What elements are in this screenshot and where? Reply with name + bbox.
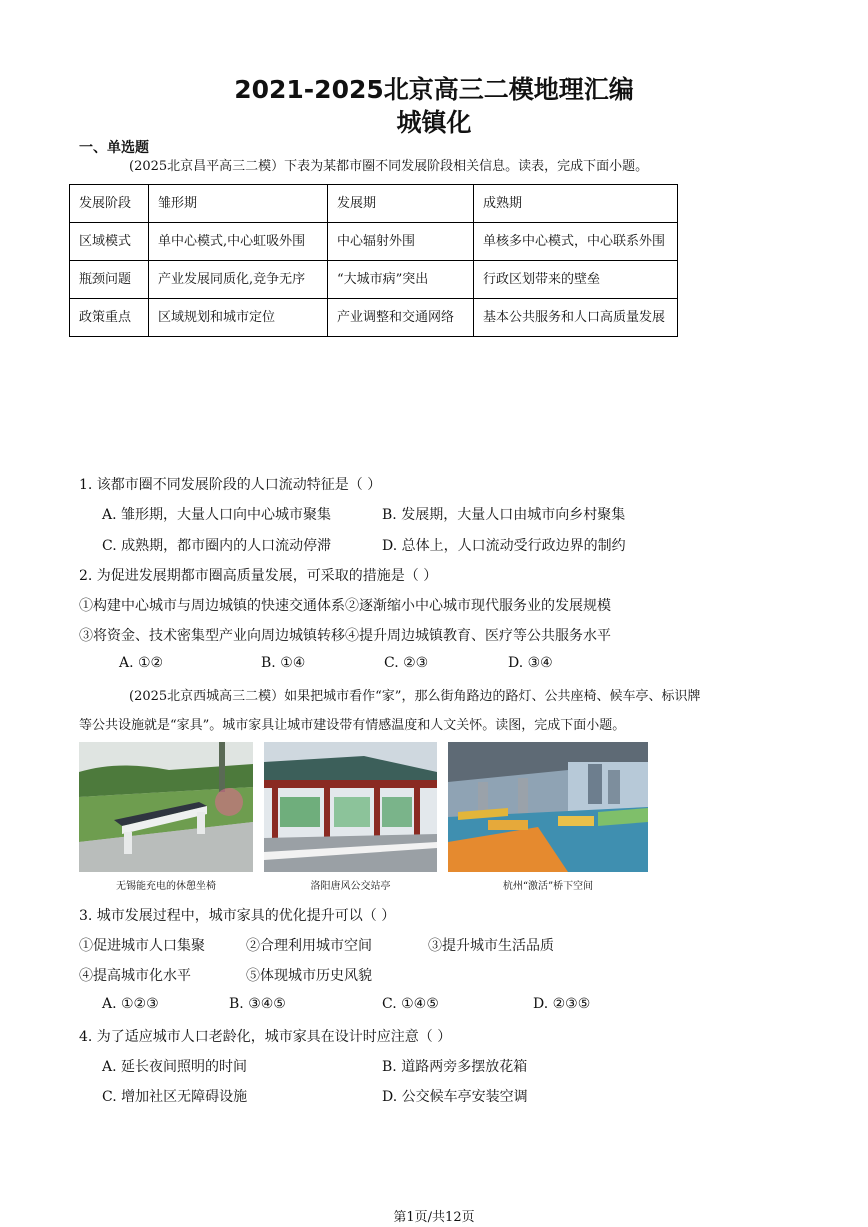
table-cell: 成熟期: [474, 185, 678, 223]
table-row: [70, 223, 678, 261]
question-3-stem: 3. 城市发展过程中，城市家具的优化提升可以（ ）: [79, 908, 396, 924]
q1-option-b: B. 发展期，大量人口由城市向乡村聚集: [382, 507, 626, 523]
table-cell: 发展期: [328, 185, 474, 223]
q2-option-c: C. ②③: [384, 655, 429, 671]
document-title: 2021-2025北京高三二模地理汇编: [234, 75, 634, 104]
q2-statements-2: ③将资金、技术密集型产业向周边城镇转移④提升周边城镇教育、医疗等公共服务水平: [79, 628, 611, 644]
table-cell: 发展阶段: [70, 185, 149, 223]
q2-option-b: B. ①④: [261, 655, 306, 671]
q4-option-b: B. 道路两旁多摆放花箱: [382, 1059, 528, 1075]
page-number: 第1页/共12页: [393, 1210, 475, 1225]
table-cell: 中心辐射外围: [328, 223, 474, 261]
table-cell: 雏形期: [149, 185, 328, 223]
q3-statement-3: ③提升城市生活品质: [428, 938, 554, 954]
q1-option-d: D. 总体上，人口流动受行政边界的制约: [382, 538, 626, 554]
table-row: [70, 261, 678, 299]
q4-option-d: D. 公交候车亭安装空调: [382, 1089, 528, 1105]
photo-caption-3: 杭州“激活”桥下空间: [502, 881, 594, 892]
table-cell: 瓶颈问题: [70, 261, 149, 299]
q1-option-a: A. 雏形期，大量人口向中心城市聚集: [102, 507, 332, 523]
table-cell: 区域规划和城市定位: [149, 299, 328, 337]
q3-statement-5: ⑤体现城市历史风貌: [246, 968, 372, 984]
table-cell: 基本公共服务和人口高质量发展: [474, 299, 678, 337]
q3-statement-1: ①促进城市人口集聚: [79, 938, 205, 954]
document-subtitle: 城镇化: [396, 108, 472, 137]
table-row: [70, 185, 678, 223]
question-4-stem: 4. 为了适应城市人口老龄化，城市家具在设计时应注意（ ）: [79, 1029, 452, 1045]
q3-option-c: C. ①④⑤: [382, 996, 439, 1012]
photo-caption-2: 洛阳唐风公交站亭: [310, 881, 391, 892]
intro-text-1: (2025北京昌平高三二模）下表为某都市圈不同发展阶段相关信息。读表，完成下面小题。: [129, 159, 649, 174]
q2-option-a: A. ①②: [119, 655, 164, 671]
table-row: [70, 299, 678, 337]
table-cell: 产业发展同质化,竞争无序: [149, 261, 328, 299]
photo-bus-shelter: [264, 742, 437, 872]
question-1-stem: 1. 该都市圈不同发展阶段的人口流动特征是（ ）: [79, 477, 382, 493]
q3-option-d: D. ②③⑤: [533, 996, 591, 1012]
photo-caption-1: 无锡能充电的休憩坐椅: [116, 881, 216, 892]
table-cell: 单中心模式,中心虹吸外围: [149, 223, 328, 261]
table-cell: 行政区划带来的壁垒: [474, 261, 678, 299]
intro-text-2b: 等公共设施就是“家具”。城市家具让城市建设带有情感温度和人文关怀。读图，完成下面小题。: [79, 718, 626, 733]
table-cell: “大城市病”突出: [328, 261, 474, 299]
photo-charging-bench: [79, 742, 253, 872]
question-2-stem: 2. 为促进发展期都市圈高质量发展，可采取的措施是（ ）: [79, 568, 438, 584]
q3-statement-2: ②合理利用城市空间: [246, 938, 372, 954]
q3-option-b: B. ③④⑤: [229, 996, 286, 1012]
q4-option-c: C. 增加社区无障碍设施: [102, 1089, 248, 1105]
intro-text-2a: (2025北京西城高三二模）如果把城市看作“家”，那么街角路边的路灯、公共座椅、候车亭、标识牌: [129, 689, 701, 704]
q2-option-d: D. ③④: [508, 655, 553, 671]
section-heading: 一、单选题: [79, 140, 149, 156]
info-table: [69, 184, 678, 337]
table-cell: 单核多中心模式，中心联系外围: [474, 223, 678, 261]
table-cell: 政策重点: [70, 299, 149, 337]
q1-option-c: C. 成熟期，都市圈内的人口流动停滞: [102, 538, 332, 554]
q2-statements-1: ①构建中心城市与周边城镇的快速交通体系②逐渐缩小中心城市现代服务业的发展规模: [79, 598, 611, 614]
q3-statement-4: ④提高城市化水平: [79, 968, 191, 984]
table-cell: 产业调整和交通网络: [328, 299, 474, 337]
q4-option-a: A. 延长夜间照明的时间: [102, 1059, 248, 1075]
q3-option-a: A. ①②③: [102, 996, 159, 1012]
photo-underbridge-space: [448, 742, 648, 872]
table-cell: 区域模式: [70, 223, 149, 261]
